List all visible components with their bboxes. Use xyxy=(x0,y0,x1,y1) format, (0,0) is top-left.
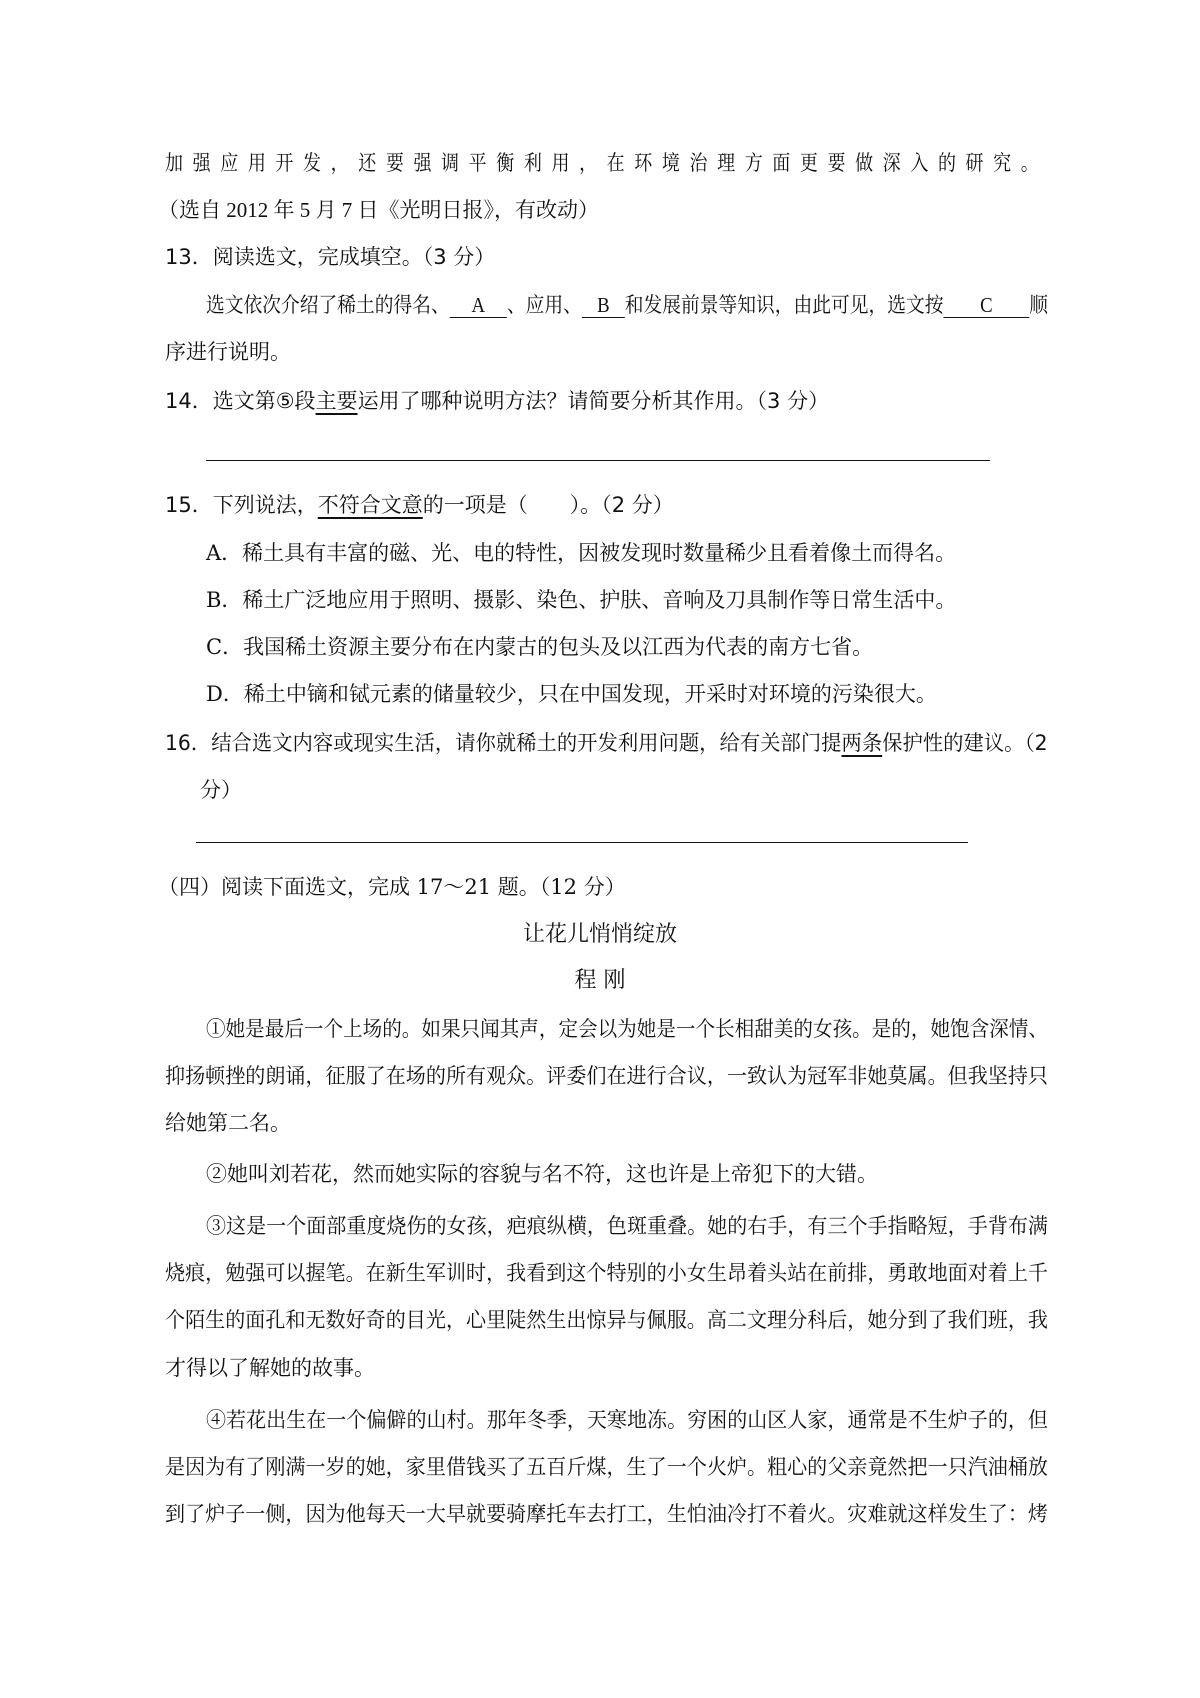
question-15-title xyxy=(165,490,674,520)
blank-a[interactable]: A xyxy=(450,293,507,318)
question-16-title xyxy=(165,728,1048,758)
passage-line: 烧痕，勉强可以握笔。在新生军训时，我看到这个特别的小女生昂着头站在前排，勇敢地面对着上千 xyxy=(165,1261,1048,1285)
passage-line: 是因为有了刚满一岁的她，家里借钱买了五百斤煤，生了一个火炉。粗心的父亲竟然把一只汽油桶放 xyxy=(165,1455,1048,1479)
passage-line: 给她第二名。 xyxy=(165,1111,291,1135)
answer-line-q14[interactable] xyxy=(206,460,990,461)
question-16-line-2: 分） xyxy=(200,778,242,802)
q16-post: 保护性的建议。（2 xyxy=(882,731,1048,755)
question-13-line-2: 序进行说明。 xyxy=(165,340,291,364)
q13-text-1: 选文依次介绍了稀土的得名、 xyxy=(206,293,450,317)
passage-author: 程 刚 xyxy=(574,968,626,993)
passage-line: 抑扬顿挫的朗诵，征服了在场的所有观众。评委们在进行合议，一致认为冠军非她莫属。但我坚持只 xyxy=(165,1064,1048,1088)
q15-emphasis: 不符合文意 xyxy=(317,493,423,517)
q16-pre: 16．结合选文内容或现实生活，请你就稀土的开发利用问题，给有关部门提 xyxy=(165,731,842,755)
carryover-text: 加强应用开发，还要强调平衡利用，在环境治理方面更要做深入的研究。 xyxy=(165,151,1049,175)
passage-line: 个陌生的面孔和无数好奇的目光，心里陡然生出惊异与佩服。高二文理分科后，她分到了我们班，我 xyxy=(165,1308,1048,1332)
passage-line: ④若花出生在一个偏僻的山村。那年冬季，天寒地冻。穷困的山区人家，通常是不生炉子的，但 xyxy=(206,1408,1048,1432)
q16-emphasis: 两条 xyxy=(841,731,883,755)
q15-post: 的一项是（ ）。（2 分） xyxy=(422,493,674,517)
answer-line-q16[interactable] xyxy=(196,842,968,843)
passage-title: 让花儿悄悄绽放 xyxy=(522,922,677,947)
question-14-title xyxy=(165,386,829,416)
passage-line: ①她是最后一个上场的。如果只闻其声，定会以为她是一个长相甜美的女孩。是的，她饱含深情、 xyxy=(206,1017,1048,1041)
q14-post: 运用了哪种说明方法？请简要分析其作用。（3 分） xyxy=(357,389,830,413)
option-a: A．稀土具有丰富的磁、光、电的特性，因被发现时数量稀少且看着像土而得名。 xyxy=(206,541,957,565)
q14-pre: 14．选文第⑤段 xyxy=(165,389,316,413)
passage-line: 才得以了解她的故事。 xyxy=(165,1356,375,1380)
q13-text-2: 、应用、 xyxy=(506,293,582,317)
q13-text-4: 顺 xyxy=(1029,293,1049,317)
option-d: D．稀土中镝和铽元素的储量较少，只在中国发现，开采时对环境的污染很大。 xyxy=(206,682,937,706)
option-c: C．我国稀土资源主要分布在内蒙古的包头及以江西为代表的南方七省。 xyxy=(206,635,874,659)
source-citation: （选自 2012 年 5 月 7 日《光明日报》，有改动） xyxy=(158,198,599,222)
passage-line: ②她叫刘若花，然而她实际的容貌与名不符，这也许是上帝犯下的大错。 xyxy=(206,1162,878,1186)
blank-b[interactable]: B xyxy=(582,293,625,318)
option-b: B．稀土广泛地应用于照明、摄影、染色、护肤、音响及刀具制作等日常生活中。 xyxy=(206,588,957,612)
q13-text-3: 和发展前景等知识，由此可见，选文按 xyxy=(624,293,944,317)
passage-line: ③这是一个面部重度烧伤的女孩，疤痕纵横，色斑重叠。她的右手，有三个手指略短，手背布满 xyxy=(206,1214,1048,1238)
blank-c[interactable]: C xyxy=(944,293,1030,318)
question-13-title: 13．阅读选文，完成填空。（3 分） xyxy=(165,245,496,269)
passage-line: 到了炉子一侧，因为他每天一大早就要骑摩托车去打工，生怕油冷打不着火。灾难就这样发生了：烤 xyxy=(165,1502,1048,1526)
question-13-body xyxy=(206,290,1048,320)
section-4-header: （四）阅读下面选文，完成 17～21 题。（12 分） xyxy=(158,875,626,899)
q14-emphasis: 主要 xyxy=(315,389,358,413)
q15-pre: 15．下列说法， xyxy=(165,493,318,517)
